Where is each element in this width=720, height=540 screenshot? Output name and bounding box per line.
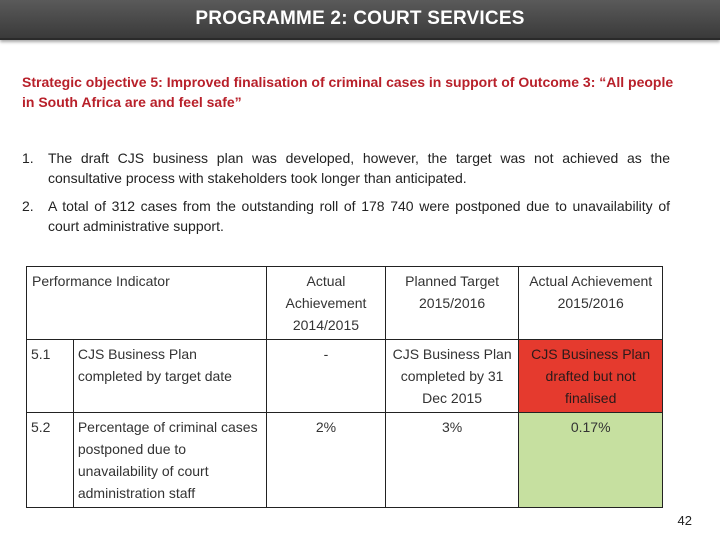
table-row <box>27 413 663 508</box>
row-number: 5.2 <box>27 413 74 508</box>
page-title: PROGRAMME 2: COURT SERVICES <box>195 8 525 29</box>
points-list <box>22 148 670 244</box>
row-actual-prev: - <box>267 340 386 413</box>
table-header-row <box>27 267 663 340</box>
list-item-text: The draft CJS business plan was developed, however, the target was not achieved as the consultative process with stakeholders took longer than anticipated. <box>48 150 670 186</box>
header-actual-2015: Actual Achievement 2015/2016 <box>519 267 663 340</box>
page-number: 42 <box>677 513 692 528</box>
row-indicator: CJS Business Plan completed by target date <box>73 340 266 413</box>
header-actual-2014: Actual Achievement 2014/2015 <box>267 267 386 340</box>
row-planned: CJS Business Plan completed by 31 Dec 2015 <box>385 340 519 413</box>
list-item-number: 1. <box>22 150 34 166</box>
table-row <box>27 340 663 413</box>
row-actual-curr-status: CJS Business Plan drafted but not finalised <box>519 340 663 413</box>
row-actual-prev: 2% <box>267 413 386 508</box>
header-performance-indicator: Performance Indicator <box>27 267 267 340</box>
performance-table <box>26 266 663 508</box>
list-item <box>22 148 670 188</box>
row-indicator: Percentage of criminal cases postponed due to unavailability of court administration staff <box>73 413 266 508</box>
list-item-text: A total of 312 cases from the outstanding roll of 178 740 were postponed due to unavailability of court administrative support. <box>48 198 670 234</box>
header-planned-target: Planned Target 2015/2016 <box>385 267 519 340</box>
list-item <box>22 196 670 236</box>
row-actual-curr-status: 0.17% <box>519 413 663 508</box>
strategic-objective: Strategic objective 5: Improved finalisation of criminal cases in support of Outcome 3: “All people in South Africa are and feel safe” <box>22 74 674 110</box>
title-bar <box>0 0 720 40</box>
row-number: 5.1 <box>27 340 74 413</box>
row-planned: 3% <box>385 413 519 508</box>
list-item-number: 2. <box>22 198 34 214</box>
